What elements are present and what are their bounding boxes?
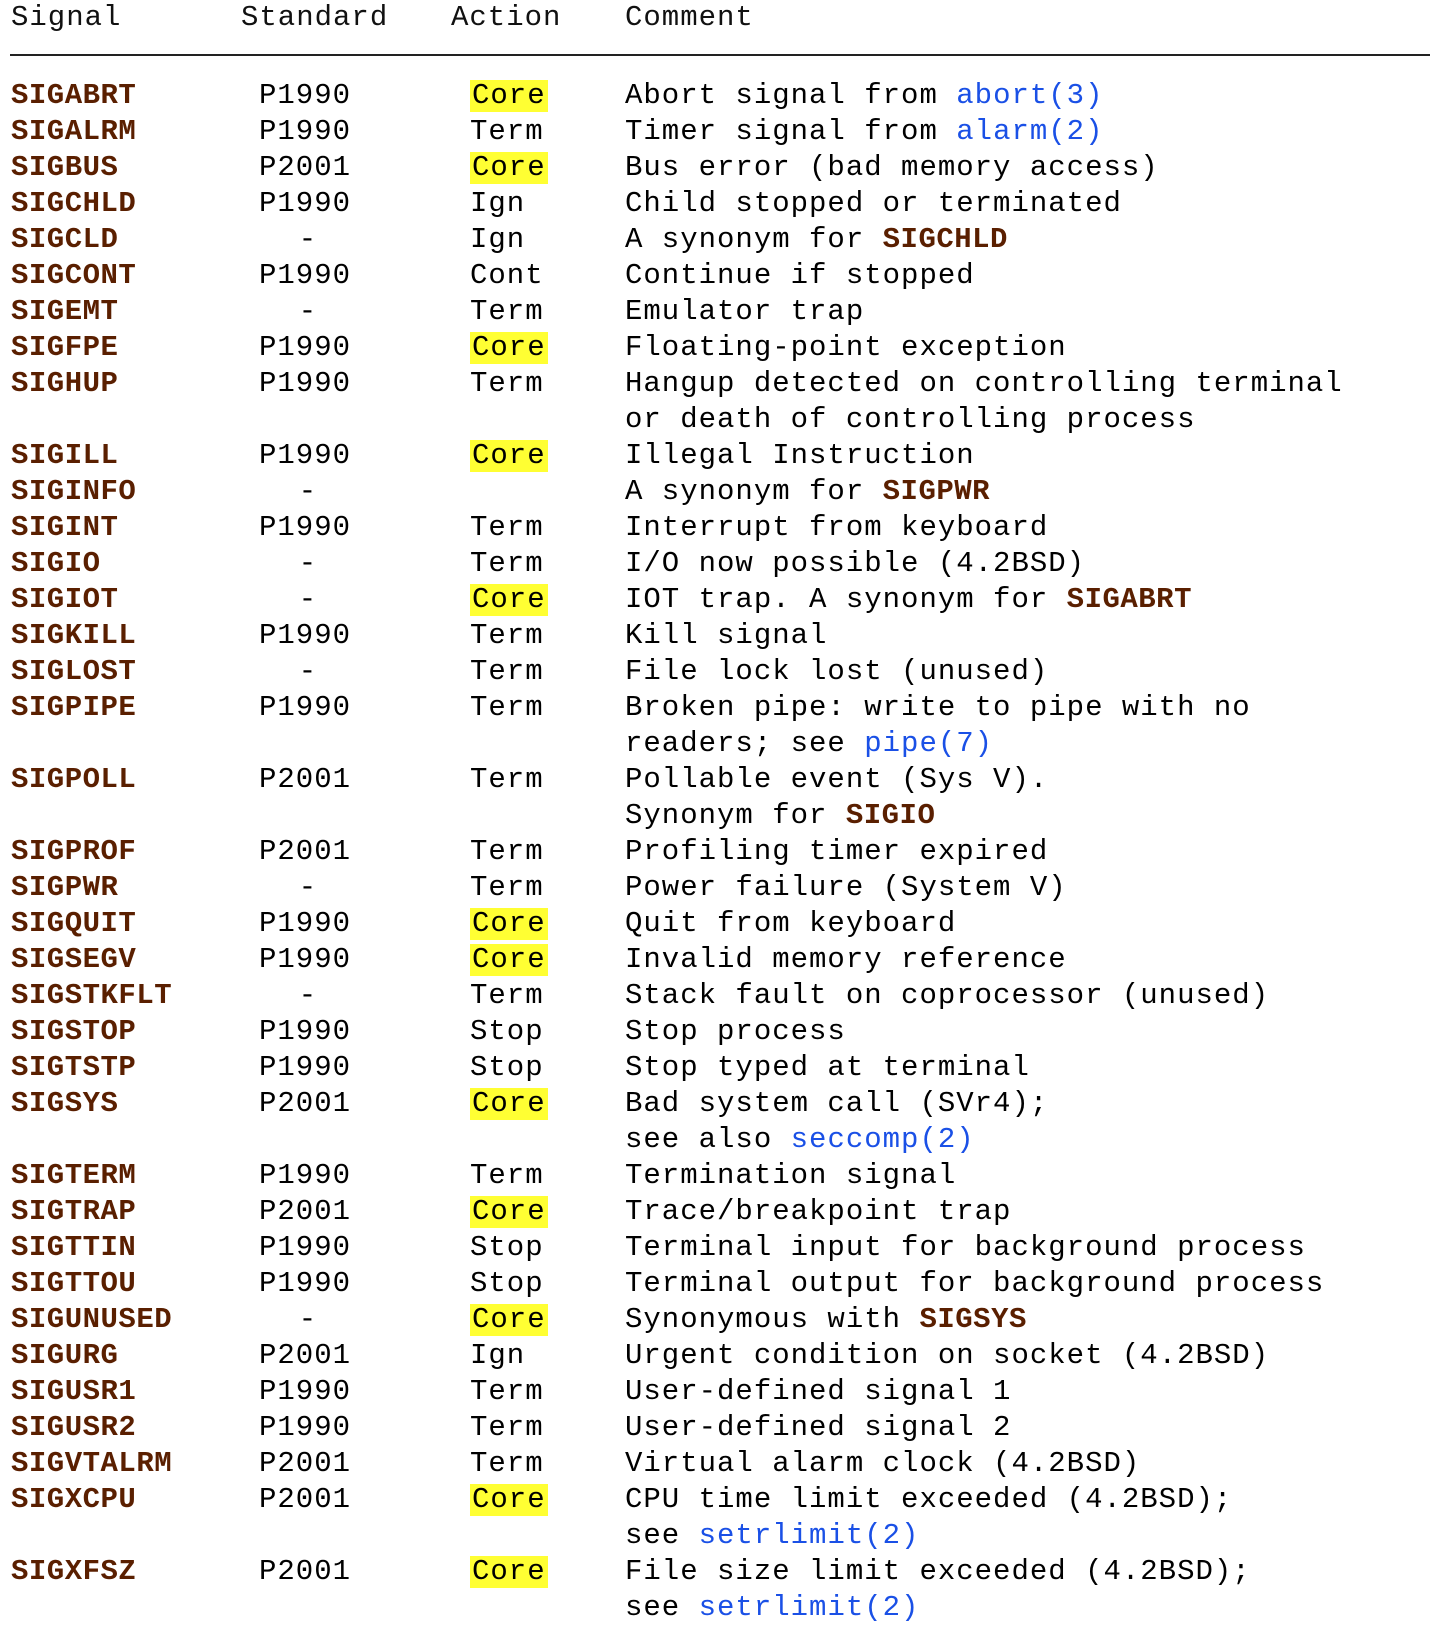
signal-standard: P2001 [259, 1447, 352, 1480]
table-row [0, 1338, 1430, 1374]
signal-standard: P1990 [259, 1411, 352, 1444]
signal-standard: P1990 [259, 1051, 352, 1084]
signal-standard: P1990 [259, 1159, 352, 1192]
comment-line [625, 834, 1048, 870]
man-page-link[interactable]: pipe(7) [864, 727, 994, 760]
table-row [0, 1014, 1430, 1050]
comment-line [625, 186, 1122, 222]
comment-line [625, 654, 1048, 690]
signal-standard: P2001 [259, 151, 352, 184]
comment-text: Illegal Instruction [625, 439, 975, 472]
table-row [0, 654, 1430, 690]
signal-standard: - [298, 979, 318, 1012]
signal-standard: P1990 [259, 79, 352, 112]
signal-action: Term [470, 1375, 544, 1408]
signal-name: SIGPOLL [11, 763, 137, 796]
signal-name: SIGCONT [11, 259, 137, 292]
signal-action: Core [472, 1303, 546, 1336]
signal-action: Core [472, 1087, 546, 1120]
signal-comment [625, 546, 1085, 582]
signal-standard: - [298, 475, 318, 508]
signal-comment [625, 366, 1343, 438]
comment-text: Profiling timer expired [625, 835, 1049, 868]
comment-line [625, 1158, 956, 1194]
signal-standard: P1990 [259, 439, 352, 472]
comment-text: Trace/breakpoint trap [625, 1195, 1012, 1228]
comment-text: Kill signal [625, 619, 828, 652]
signal-action: Core [472, 151, 546, 184]
signal-name: SIGBUS [11, 151, 119, 184]
comment-text: Terminal output for background process [625, 1267, 1325, 1300]
signal-comment [625, 978, 1269, 1014]
table-row [0, 942, 1430, 978]
signal-comment [625, 258, 975, 294]
comment-line [625, 1338, 1269, 1374]
signal-name: SIGVTALRM [11, 1447, 173, 1480]
comment-line [625, 906, 956, 942]
signal-name: SIGEMT [11, 295, 119, 328]
signal-standard: - [298, 1303, 318, 1336]
comment-text: Stack fault on coprocessor (unused) [625, 979, 1270, 1012]
signal-comment [625, 1302, 1027, 1338]
table-row [0, 330, 1430, 366]
signal-action: Ign [470, 223, 526, 256]
signal-name: SIGSYS [11, 1087, 119, 1120]
table-header [0, 0, 1430, 36]
comment-line [625, 510, 1048, 546]
table-row [0, 1194, 1430, 1230]
signal-comment [625, 1374, 1011, 1410]
signal-name: SIGQUIT [11, 907, 137, 940]
signal-comment [625, 1410, 1011, 1446]
comment-text: A synonym for [625, 223, 883, 256]
signal-name: SIGINT [11, 511, 119, 544]
signal-action: Core [472, 1555, 546, 1588]
comment-text: Timer signal from [625, 115, 957, 148]
table-row [0, 1050, 1430, 1086]
man-page-link[interactable]: abort(3) [956, 79, 1104, 112]
table-row [0, 690, 1430, 762]
signal-action: Term [470, 115, 544, 148]
comment-text: Synonymous with [625, 1303, 920, 1336]
comment-text: Interrupt from keyboard [625, 511, 1049, 544]
signal-reference: SIGCHLD [882, 223, 1008, 256]
signal-name: SIGIO [11, 547, 101, 580]
table-row [0, 78, 1430, 114]
table-row [0, 186, 1430, 222]
signal-comment [625, 1230, 1306, 1266]
comment-text: see [625, 1519, 699, 1552]
signal-name: SIGTTOU [11, 1267, 137, 1300]
signal-comment [625, 690, 1251, 762]
table-row [0, 1266, 1430, 1302]
comment-text: Emulator trap [625, 295, 865, 328]
signal-comment [625, 294, 864, 330]
table-row [0, 870, 1430, 906]
table-row [0, 1374, 1430, 1410]
comment-line [625, 582, 1192, 618]
comment-line [625, 1050, 1030, 1086]
comment-line [625, 114, 1104, 150]
comment-line [625, 1590, 1251, 1626]
comment-line [625, 978, 1269, 1014]
comment-line [625, 150, 1159, 186]
table-row [0, 150, 1430, 186]
comment-text: see also [625, 1123, 791, 1156]
comment-text: Pollable event (Sys V). [625, 763, 1049, 796]
table-row [0, 1302, 1430, 1338]
table-row [0, 1158, 1430, 1194]
table-row [0, 222, 1430, 258]
comment-line [625, 1446, 1140, 1482]
signal-action: Core [472, 907, 546, 940]
signal-comment [625, 78, 1104, 114]
comment-line [625, 78, 1104, 114]
comment-line [625, 1194, 1011, 1230]
comment-line [625, 1374, 1011, 1410]
signal-action: Core [472, 79, 546, 112]
table-row [0, 546, 1430, 582]
table-row [0, 1554, 1430, 1626]
signal-name: SIGUNUSED [11, 1303, 173, 1336]
signal-comment [625, 1446, 1140, 1482]
header-signal: Signal [11, 1, 122, 34]
signal-standard: P1990 [259, 691, 352, 724]
comment-text: Virtual alarm clock (4.2BSD) [625, 1447, 1141, 1480]
signal-comment [625, 834, 1048, 870]
comment-text: Urgent condition on socket (4.2BSD) [625, 1339, 1270, 1372]
signal-standard: - [298, 655, 318, 688]
comment-line [625, 366, 1343, 402]
comment-text: see [625, 1591, 699, 1624]
signal-comment [625, 870, 1067, 906]
table-row [0, 114, 1430, 150]
signal-action: Core [472, 331, 546, 364]
signal-name: SIGUSR1 [11, 1375, 137, 1408]
comment-line [625, 1266, 1324, 1302]
signal-standard: P1990 [259, 1375, 352, 1408]
man-page-link[interactable]: setrlimit(2) [698, 1591, 920, 1624]
comment-text: File lock lost (unused) [625, 655, 1049, 688]
signal-action: Ign [470, 1339, 526, 1372]
signal-action: Term [470, 1447, 544, 1480]
table-row [0, 582, 1430, 618]
comment-text: Power failure (System V) [625, 871, 1067, 904]
signal-action: Core [472, 1195, 546, 1228]
signal-action: Cont [470, 259, 544, 292]
comment-text: Stop typed at terminal [625, 1051, 1030, 1084]
signal-reference: SIGSYS [919, 1303, 1027, 1336]
comment-line [625, 1302, 1027, 1338]
comment-text: Continue if stopped [625, 259, 975, 292]
comment-line [625, 1518, 1232, 1554]
signal-name: SIGIOT [11, 583, 119, 616]
signal-action: Term [470, 295, 544, 328]
signal-action: Stop [470, 1015, 544, 1048]
signal-standard: P2001 [259, 835, 352, 868]
signal-standard: P1990 [259, 1267, 352, 1300]
signal-name: SIGSTKFLT [11, 979, 173, 1012]
comment-line [625, 618, 827, 654]
signal-standard: P1990 [259, 259, 352, 292]
comment-line [625, 546, 1085, 582]
comment-line [625, 1014, 846, 1050]
signal-name: SIGXCPU [11, 1483, 137, 1516]
signal-comment [625, 654, 1048, 690]
table-row [0, 474, 1430, 510]
signal-action: Term [470, 655, 544, 688]
table-row [0, 762, 1430, 834]
signal-action: Core [472, 439, 546, 472]
signal-comment [625, 474, 990, 510]
signal-comment [625, 1014, 846, 1050]
comment-line [625, 870, 1067, 906]
signal-standard: P2001 [259, 1195, 352, 1228]
signal-comment [625, 762, 1048, 834]
signal-comment [625, 1086, 1048, 1158]
man-page-link[interactable]: seccomp(2) [790, 1123, 975, 1156]
signal-name: SIGALRM [11, 115, 137, 148]
signal-name: SIGPIPE [11, 691, 137, 724]
table-row [0, 510, 1430, 546]
signal-standard: P1990 [259, 1015, 352, 1048]
comment-line [625, 330, 1067, 366]
comment-text: Bus error (bad memory access) [625, 151, 1159, 184]
signal-reference: SIGABRT [1066, 583, 1192, 616]
signal-standard: - [298, 295, 318, 328]
comment-text: or death of controlling process [625, 403, 1196, 436]
signal-standard: P1990 [259, 619, 352, 652]
signal-comment [625, 330, 1067, 366]
comment-line [625, 690, 1251, 726]
signal-standard: P1990 [259, 907, 352, 940]
signal-name: SIGFPE [11, 331, 119, 364]
signal-comment [625, 906, 956, 942]
comment-line [625, 762, 1048, 798]
signal-comment [625, 1266, 1324, 1302]
comment-text: Terminal input for background process [625, 1231, 1306, 1264]
comment-text: Invalid memory reference [625, 943, 1067, 976]
table-row [0, 618, 1430, 654]
signal-standard: P1990 [259, 367, 352, 400]
signal-action: Ign [470, 187, 526, 220]
table-body [0, 78, 1430, 1626]
signal-standard: P1990 [259, 115, 352, 148]
signal-comment [625, 186, 1122, 222]
table-row [0, 978, 1430, 1014]
comment-line [625, 1482, 1232, 1518]
signal-name: SIGCLD [11, 223, 119, 256]
signal-comment [625, 582, 1192, 618]
comment-text: Broken pipe: write to pipe with no [625, 691, 1251, 724]
table-row [0, 366, 1430, 438]
comment-text: readers; see [625, 727, 865, 760]
table-row [0, 906, 1430, 942]
signal-standard: - [298, 547, 318, 580]
signal-standard: P2001 [259, 1087, 352, 1120]
comment-text: File size limit exceeded (4.2BSD); [625, 1555, 1251, 1588]
comment-line [625, 726, 1251, 762]
comment-text: Floating-point exception [625, 331, 1067, 364]
man-page-link[interactable]: alarm(2) [956, 115, 1104, 148]
comment-text: Synonym for [625, 799, 846, 832]
signal-action: Term [470, 367, 544, 400]
signal-name: SIGILL [11, 439, 119, 472]
signal-action: Stop [470, 1231, 544, 1264]
signal-name: SIGTERM [11, 1159, 137, 1192]
comment-line [625, 798, 1048, 834]
signal-comment [625, 114, 1104, 150]
table-row [0, 1410, 1430, 1446]
header-standard: Standard [241, 1, 389, 34]
comment-text: Bad system call (SVr4); [625, 1087, 1049, 1120]
signal-action: Core [472, 583, 546, 616]
signal-action: Term [470, 835, 544, 868]
signal-standard: P1990 [259, 187, 352, 220]
signal-comment [625, 1482, 1232, 1554]
comment-text: Abort signal from [625, 79, 957, 112]
header-comment: Comment [625, 1, 754, 34]
comment-text: A synonym for [625, 475, 883, 508]
comment-line [625, 294, 864, 330]
comment-text: Hangup detected on controlling terminal [625, 367, 1343, 400]
table-row [0, 834, 1430, 870]
signal-action: Stop [470, 1051, 544, 1084]
signal-standard: P1990 [259, 331, 352, 364]
table-row [0, 294, 1430, 330]
comment-line [625, 1410, 1011, 1446]
signal-name: SIGKILL [11, 619, 137, 652]
table-row [0, 1086, 1430, 1158]
signal-action: Core [472, 943, 546, 976]
signal-standard: P2001 [259, 763, 352, 796]
table-row [0, 1446, 1430, 1482]
signal-name: SIGSEGV [11, 943, 137, 976]
comment-text: I/O now possible (4.2BSD) [625, 547, 1086, 580]
signal-reference: SIGPWR [882, 475, 991, 508]
comment-line [625, 438, 975, 474]
signal-action: Stop [470, 1267, 544, 1300]
signal-standard: - [298, 223, 318, 256]
signal-name: SIGTRAP [11, 1195, 137, 1228]
signal-comment [625, 1050, 1030, 1086]
signal-comment [625, 150, 1159, 186]
comment-text: User-defined signal 1 [625, 1375, 1012, 1408]
signal-standard: P2001 [259, 1555, 352, 1588]
signal-comment [625, 438, 975, 474]
signal-reference: SIGIO [845, 799, 936, 832]
signal-standard: P1990 [259, 1231, 352, 1264]
comment-text: CPU time limit exceeded (4.2BSD); [625, 1483, 1233, 1516]
signal-name: SIGHUP [11, 367, 119, 400]
signal-name: SIGABRT [11, 79, 137, 112]
signal-action: Term [470, 691, 544, 724]
signal-standard: P1990 [259, 943, 352, 976]
signal-comment [625, 942, 1067, 978]
table-row [0, 258, 1430, 294]
comment-line [625, 474, 990, 510]
signal-action: Term [470, 763, 544, 796]
comment-text: IOT trap. A synonym for [625, 583, 1067, 616]
comment-line [625, 1122, 1048, 1158]
signal-comment [625, 222, 1008, 258]
signal-name: SIGUSR2 [11, 1411, 137, 1444]
signal-name: SIGURG [11, 1339, 119, 1372]
comment-line [625, 942, 1067, 978]
comment-line [625, 222, 1008, 258]
signal-action: Core [472, 1483, 546, 1516]
signal-standard: P2001 [259, 1483, 352, 1516]
comment-text: Stop process [625, 1015, 846, 1048]
signal-name: SIGTTIN [11, 1231, 137, 1264]
signal-name: SIGSTOP [11, 1015, 137, 1048]
comment-text: User-defined signal 2 [625, 1411, 1012, 1444]
signal-standard: P1990 [259, 511, 352, 544]
signal-action: Term [470, 511, 544, 544]
table-row [0, 1230, 1430, 1266]
signal-name: SIGPROF [11, 835, 137, 868]
signal-action: Term [470, 871, 544, 904]
signal-name: SIGTSTP [11, 1051, 137, 1084]
table-row [0, 1482, 1430, 1554]
signal-comment [625, 1194, 1011, 1230]
signal-standard: P2001 [259, 1339, 352, 1372]
comment-line [625, 1086, 1048, 1122]
comment-line [625, 1230, 1306, 1266]
signal-comment [625, 1554, 1251, 1626]
comment-text: Termination signal [625, 1159, 957, 1192]
signal-action: Term [470, 619, 544, 652]
signal-comment [625, 510, 1048, 546]
comment-line [625, 402, 1343, 438]
signal-name: SIGLOST [11, 655, 137, 688]
signal-action: Term [470, 1159, 544, 1192]
signal-comment [625, 1158, 956, 1194]
comment-line [625, 258, 975, 294]
header-action: Action [451, 1, 562, 34]
signal-comment [625, 618, 827, 654]
signal-name: SIGPWR [11, 871, 119, 904]
signal-action: Term [470, 547, 544, 580]
comment-text: Quit from keyboard [625, 907, 957, 940]
man-page-link[interactable]: setrlimit(2) [698, 1519, 920, 1552]
signal-name: SIGINFO [11, 475, 137, 508]
header-divider [10, 54, 1430, 56]
signal-name: SIGCHLD [11, 187, 137, 220]
comment-line [625, 1554, 1251, 1590]
table-row [0, 438, 1430, 474]
signal-comment [625, 1338, 1269, 1374]
signal-standard: - [298, 583, 318, 616]
signal-action: Term [470, 979, 544, 1012]
comment-text: Child stopped or terminated [625, 187, 1122, 220]
signal-standard: - [298, 871, 318, 904]
signal-action: Term [470, 1411, 544, 1444]
signal-name: SIGXFSZ [11, 1555, 137, 1588]
